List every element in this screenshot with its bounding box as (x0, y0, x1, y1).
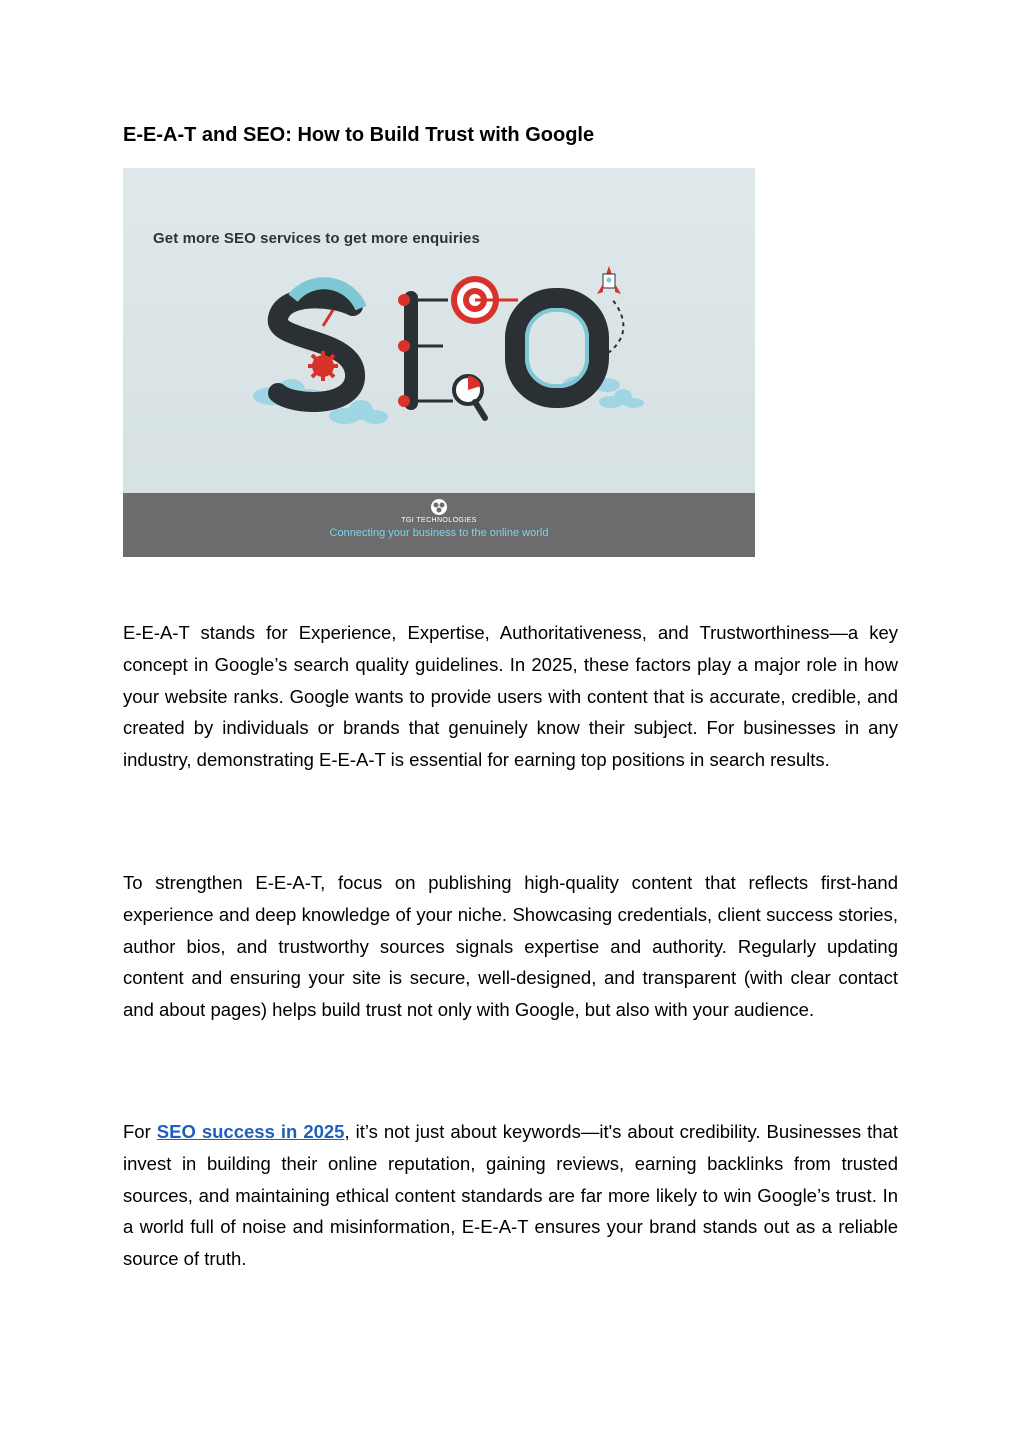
letter-e (398, 294, 453, 407)
banner-headline: Get more SEO services to get more enquiries (153, 230, 480, 247)
paragraph-seo-success (123, 1116, 898, 1275)
rocket-icon (597, 266, 621, 294)
seo-success-link[interactable]: SEO success in 2025 (156, 1121, 345, 1142)
paragraph-strengthen-eeat: To strengthen E-E-A-T, focus on publishing high-quality content that reflects first-hand experience and deep knowledge of your niche. Showcasing credentials, client success stories, author bios, and trustworthy sources signals expertise and authority. Regularly updating content and ensuring your site is secure, well-designed, and transparent (with clear contact and about pages) helps build trust not only with Google, but also with your audience. (123, 872, 898, 1021)
paragraph-eeat-definition: E-E-A-T stands for Experience, Expertise, Authoritativeness, and Trustworthiness—a key concept in Google’s search quality guidelines. In 2025, these factors play a major role in how your website ranks. Google wants to provide users with content that is accurate, credible, and created by individuals or brands that genuinely know their subject. For businesses in any industry, demonstrating E-E-A-T is essential for earning top positions in search results. (123, 622, 898, 771)
paragraph-text-end: , it’s not just about keywords—it's about credibility. Businesses that invest in building their online reputation, gaining reviews, earning backlinks from trusted sources, and maintaining ethical content standards are far more likely to win Google’s trust. In a world full of noise and misinformation, E-E-A-T ensures your brand stands out as a reliable source of truth. (123, 1121, 899, 1270)
seo-illustration (123, 168, 755, 493)
magnifier-icon (454, 376, 485, 418)
banner-tagline: Connecting your business to the online world (329, 527, 549, 539)
banner-footer (123, 493, 755, 557)
paragraph-text-start: For (123, 1121, 157, 1142)
target-icon (451, 276, 518, 324)
gear-icon (308, 351, 338, 381)
seo-banner-image (123, 168, 755, 557)
tgi-logo-icon (426, 497, 452, 517)
article-title: E-E-A-T and SEO: How to Build Trust with Google (123, 124, 595, 146)
banner-brand: TGI TECHNOLOGIES (401, 517, 477, 524)
